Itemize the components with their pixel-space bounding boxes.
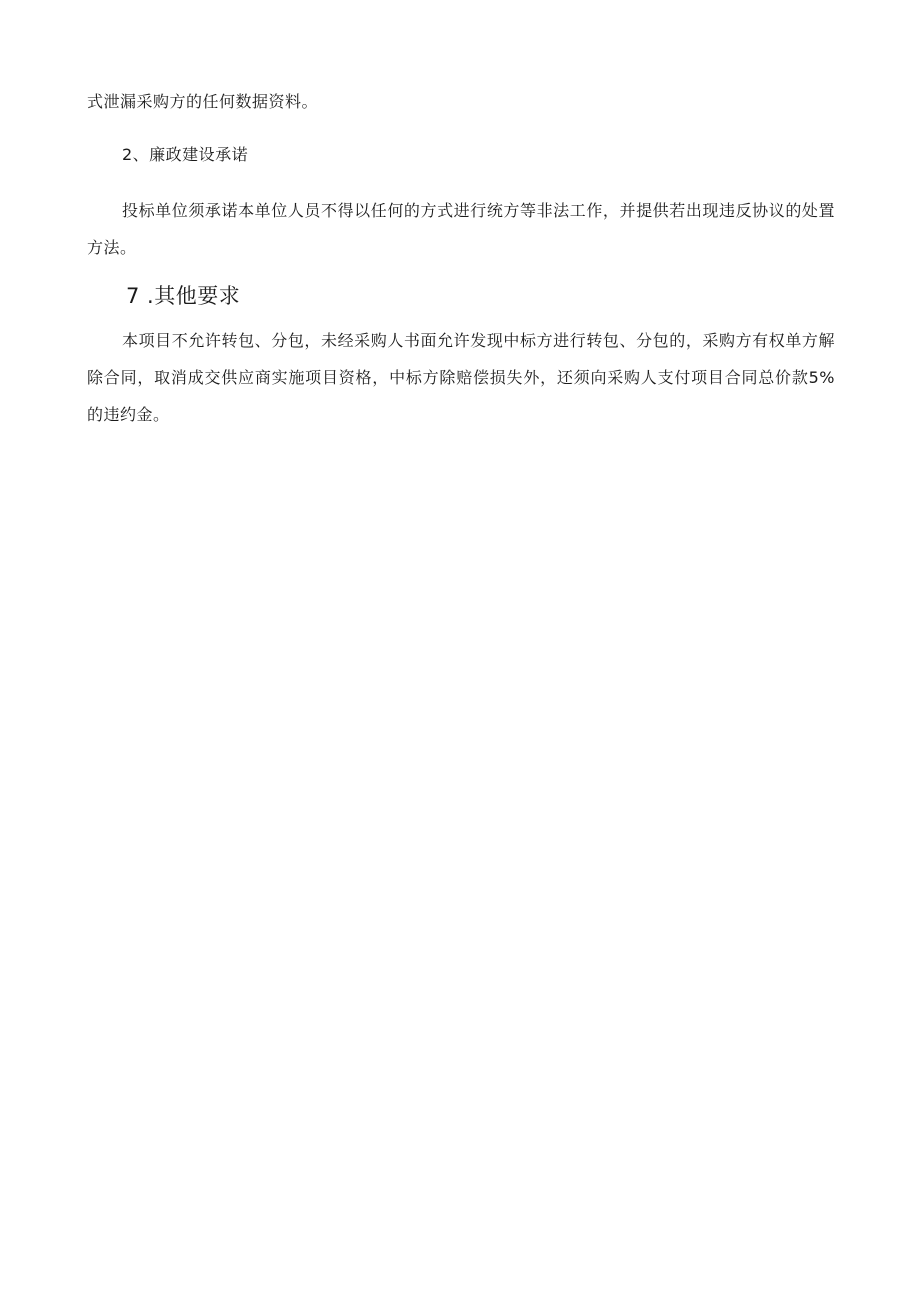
section-heading: 7 .其他要求 — [126, 284, 241, 308]
subsection-body: 投标单位须承诺本单位人员不得以任何的方式进行统方等非法工作，并提供若出现违反协议的处置方法。 — [87, 201, 835, 257]
continuation-line: 式泄漏采购方的任何数据资料。 — [87, 92, 319, 111]
subsection-title: 2、廉政建设承诺 — [122, 145, 249, 164]
section-body: 本项目不允许转包、分包，未经采购人书面允许发现中标方进行转包、分包的，采购方有权单方解除合同，取消成交供应商实施项目资格，中标方除赔偿损失外，还须向采购人支付项目合同总价款5%的违约金。 — [87, 331, 835, 424]
